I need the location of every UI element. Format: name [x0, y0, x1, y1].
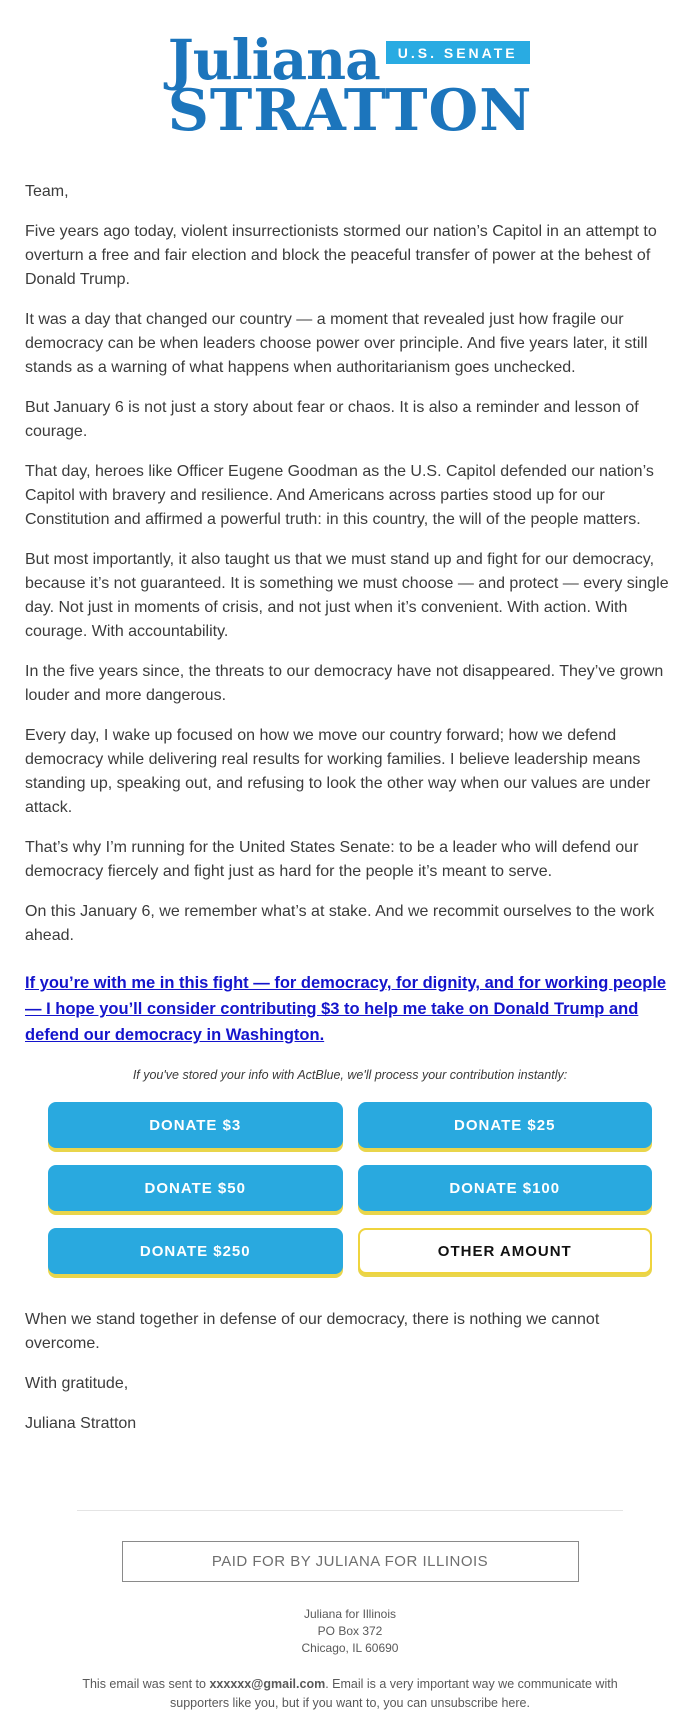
- email-disclosure: [78, 1675, 623, 1713]
- campaign-address: [25, 1606, 675, 1657]
- paragraph-1: Five years ago today, violent insurrectionists stormed our nation’s Capitol in an attempt to overturn a free and fair election and block the peaceful transfer of power at the behest of Donald Trump.: [25, 223, 657, 288]
- paragraph-2: It was a day that changed our country — a moment that revealed just how fragile our democracy can be when leaders choose power over principle. And five years later, it still stands as a warning of what happens when authoritarianism goes unchecked.: [25, 311, 648, 376]
- paragraph-4: That day, heroes like Officer Eugene Goodman as the U.S. Capitol defended our nation’s Capitol with bravery and resilience. And Americans across parties stood up for our Constitution and affirmed a powerful truth: in this country, the will of the people matters.: [25, 463, 654, 528]
- email-disclosure-prefix: This email was sent to: [82, 1677, 210, 1691]
- paragraph-5: But most importantly, it also taught us that we must stand up and fight for our democracy, because it’s not guaranteed. It is something we must choose — and protect — every single day. Not just in moments of crisis, and not just when it’s convenient. With action. With courage. With accountability.: [25, 551, 669, 640]
- logo-last-name: STRATTON: [167, 77, 533, 144]
- address-line-3: Chicago, IL 60690: [301, 1641, 399, 1655]
- contribute-link[interactable]: If you’re with me in this fight — for democracy, for dignity, and for working people — I hope you’ll consider contributing $3 to help me take on Donald Trump and defend our democracy in Washington.: [25, 974, 667, 1044]
- actblue-note: If you've stored your info with ActBlue, we'll process your contribution instantly:: [132, 1068, 568, 1082]
- other-amount-button[interactable]: OTHER AMOUNT: [358, 1228, 653, 1274]
- greeting: Team,: [25, 183, 69, 200]
- donate-button-grid: [48, 1102, 652, 1274]
- donate-25-button[interactable]: DONATE $25: [358, 1102, 653, 1148]
- donate-100-button[interactable]: DONATE $100: [358, 1165, 653, 1211]
- paid-for-disclaimer: PAID FOR BY JULIANA FOR ILLINOIS: [122, 1541, 579, 1582]
- signature: Juliana Stratton: [25, 1415, 137, 1432]
- address-line-1: Juliana for Illinois: [303, 1607, 397, 1621]
- footer-divider: [77, 1510, 623, 1511]
- address-line-2: PO Box 372: [317, 1624, 383, 1638]
- signoff: With gratitude,: [25, 1375, 129, 1392]
- logo-senate-badge: U.S. SENATE: [386, 41, 530, 64]
- paragraph-8: That’s why I’m running for the United States Senate: to be a leader who will defend our democracy fiercely and fight just as hard for the people it’s meant to serve.: [25, 839, 639, 880]
- logo-first-name: Juliana: [167, 27, 380, 92]
- campaign-logo: [25, 27, 675, 144]
- email-disclosure-suffix: . Email is a very important way we communicate with supporters like you, but if you want to, you can unsubscribe here.: [170, 1677, 618, 1710]
- donate-250-button[interactable]: DONATE $250: [48, 1228, 343, 1274]
- closing-paragraph: When we stand together in defense of our democracy, there is nothing we cannot overcome.: [25, 1311, 600, 1352]
- paragraph-6: In the five years since, the threats to our democracy have not disappeared. They’ve grown louder and more dangerous.: [25, 663, 664, 704]
- paragraph-9: On this January 6, we remember what’s at stake. And we recommit ourselves to the work ahead.: [25, 903, 655, 944]
- campaign-logo-inner: [167, 27, 533, 144]
- donate-50-button[interactable]: DONATE $50: [48, 1165, 343, 1211]
- donate-3-button[interactable]: DONATE $3: [48, 1102, 343, 1148]
- paragraph-7: Every day, I wake up focused on how we move our country forward; how we defend democracy while delivering real results for working families. I believe leadership means standing up, speaking out, and refusing to look the other way when our values are under attack.: [25, 727, 651, 816]
- recipient-email: xxxxxx@gmail.com: [209, 1677, 326, 1691]
- paragraph-3: But January 6 is not just a story about fear or chaos. It is also a reminder and lesson of courage.: [25, 399, 639, 440]
